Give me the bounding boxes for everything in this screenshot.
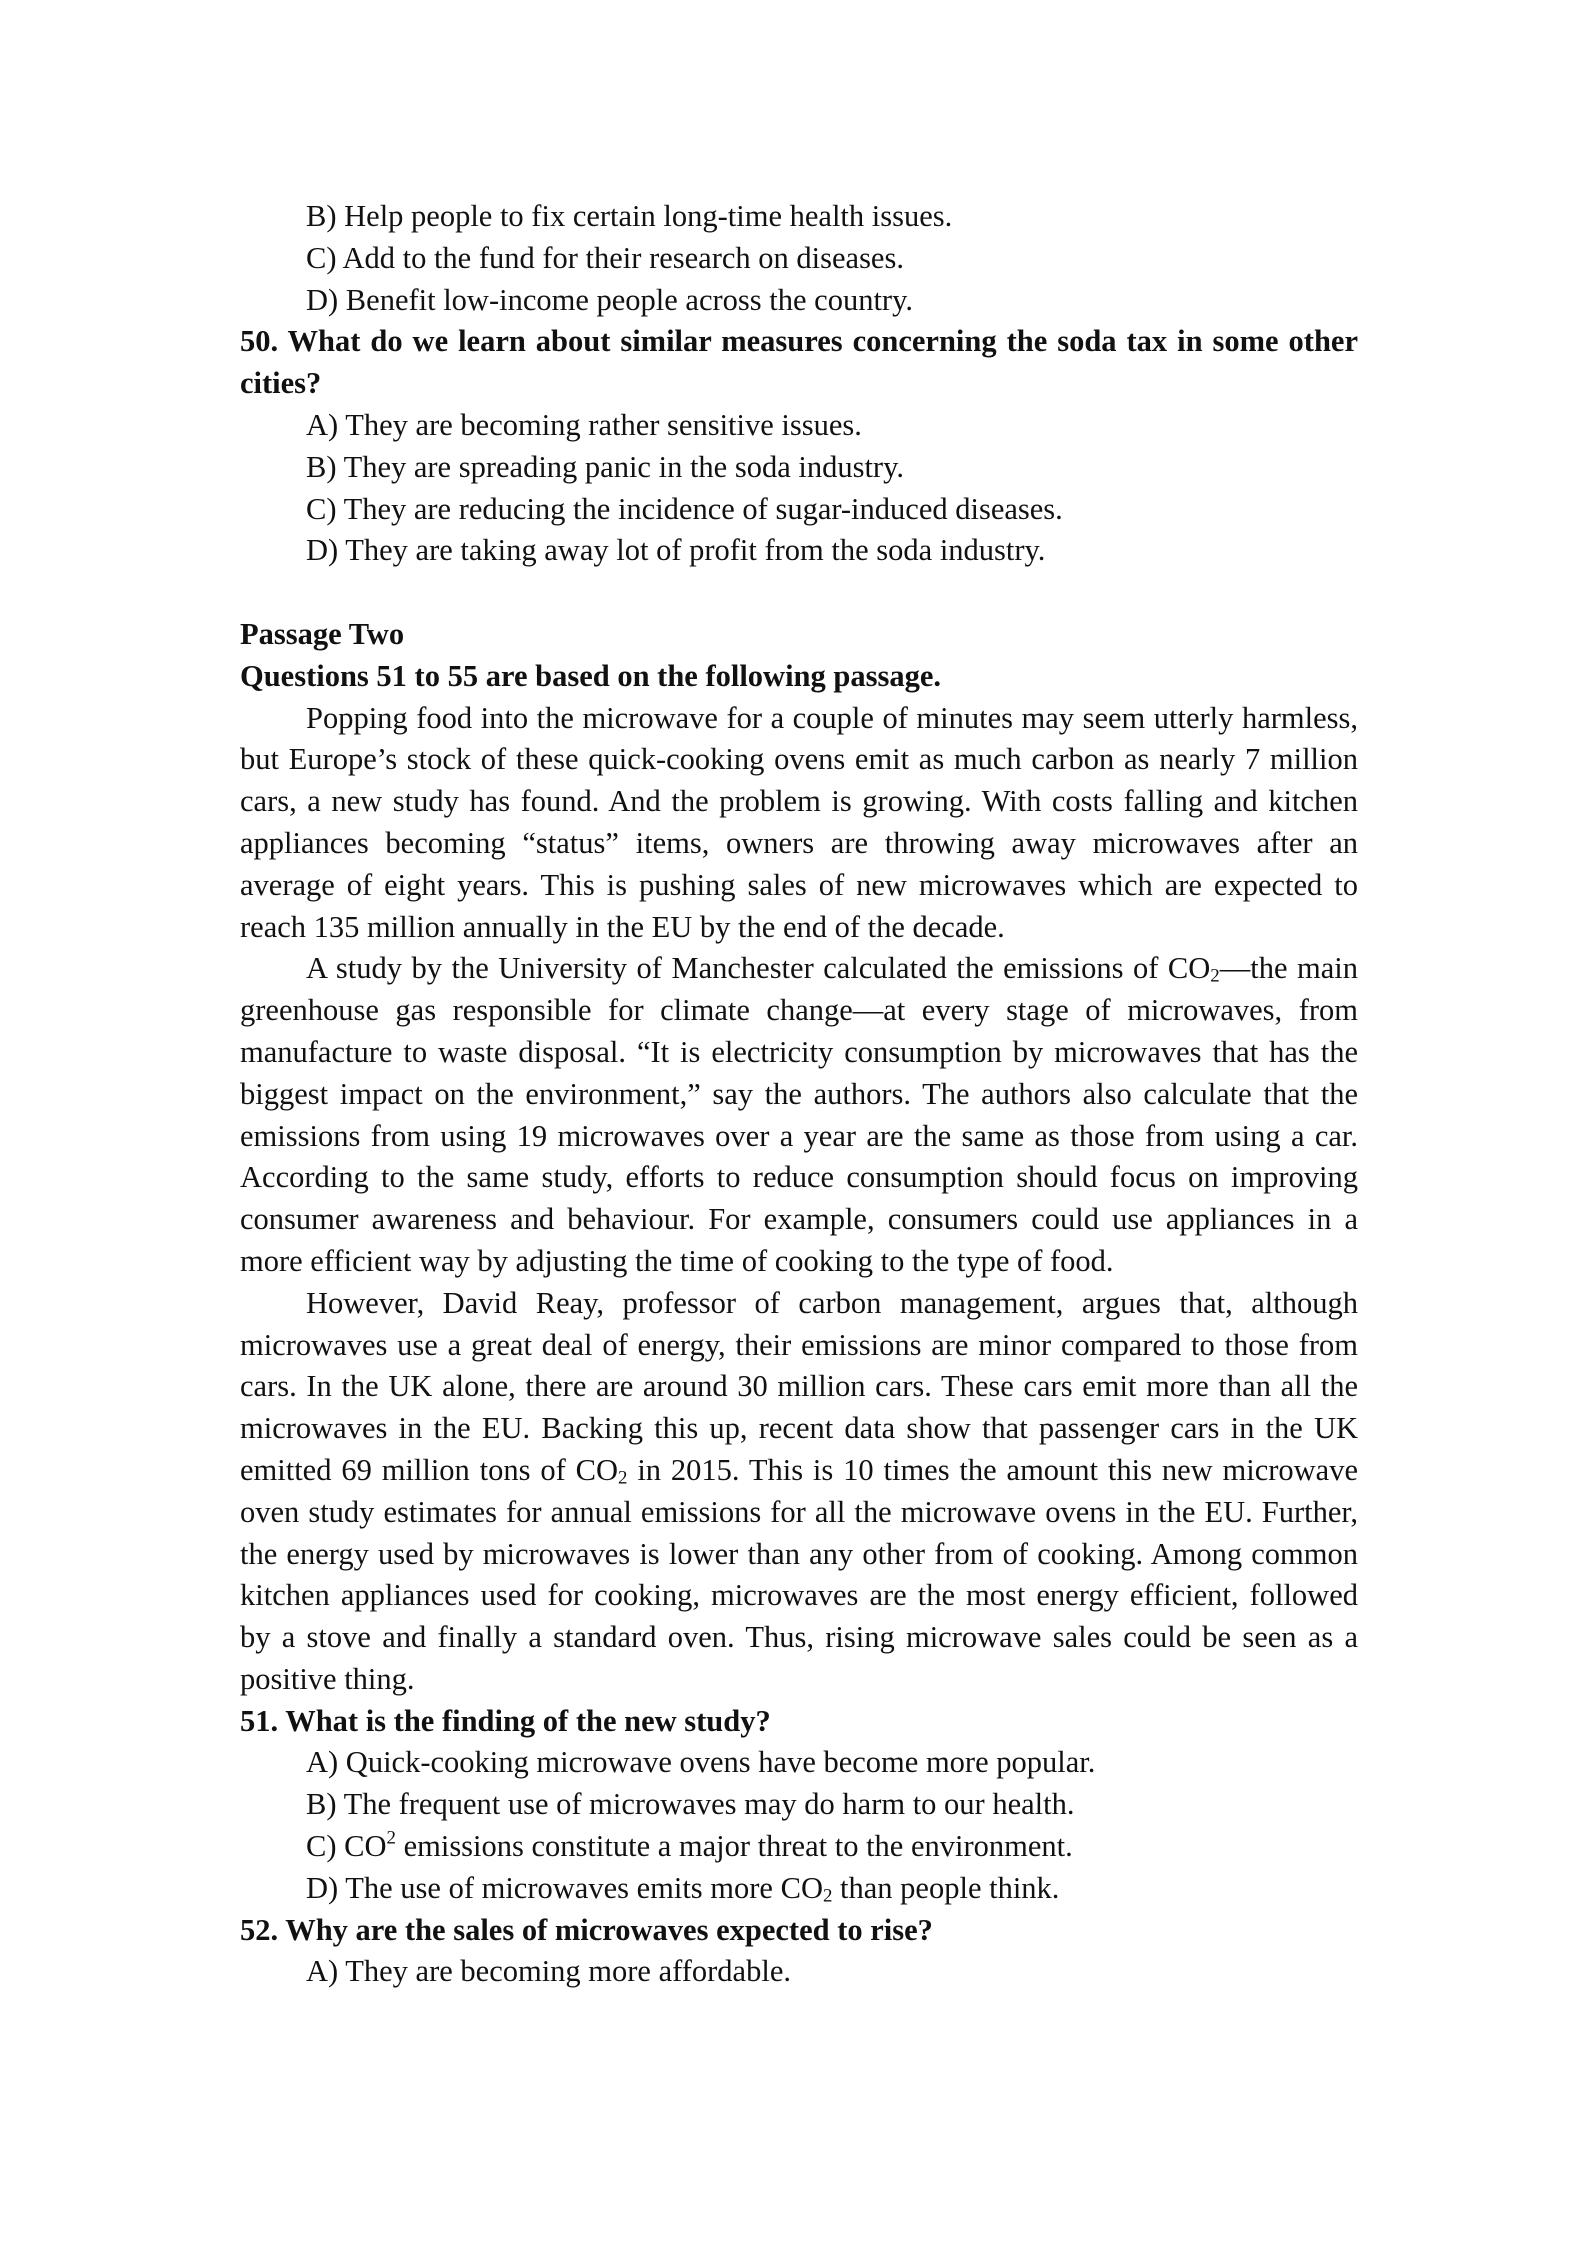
q49-option-d: D) Benefit low-income people across the country. — [306, 282, 913, 317]
q50-option-c: C) They are reducing the incidence of sugar-induced diseases. — [306, 491, 1063, 526]
paragraph-3-text-b: in 2015. This is 10 times the amount this new microwave oven study estimates for annual emissions for all the microwave ovens in the EU. Further, the energy used by microwaves is lower than any other from of cooking. Among common kitchen appliances used for cooking, microwaves are the most energy efficient, followed by a stove and finally a standard oven. Thus, rising microwave sales could be seen as a positive thing. — [240, 1452, 1358, 1696]
question-51: 51. What is the finding of the new study? — [240, 1703, 771, 1738]
q52-option-a: A) They are becoming more affordable. — [306, 1954, 791, 1989]
q50-option-a: A) They are becoming rather sensitive issues. — [306, 407, 862, 442]
q51-c-text-b: emissions constitute a major threat to the environment. — [395, 1829, 1073, 1864]
co2-superscript: 2 — [386, 1827, 396, 1849]
question-50: 50. What do we learn about similar measures concerning the soda tax in some other cities? — [240, 324, 1358, 401]
q50-option-b: B) They are spreading panic in the soda industry. — [306, 449, 904, 484]
q50-option-d: D) They are taking away lot of profit from the soda industry. — [306, 533, 1046, 568]
paragraph-3-text-a: However, David Reay, professor of carbon management, argues that, although microwaves use a great deal of energy, their emissions are minor compared to those from cars. In the UK alone, there are around 30 million cars. These cars emit more than all the microwaves in the EU. Backing this up, recent data show that passenger cars in the UK emitted 69 million tons of CO — [240, 1285, 1358, 1487]
q51-d-text-a: D) The use of microwaves emits more CO — [306, 1870, 823, 1905]
q49-option-c: C) Add to the fund for their research on diseases. — [306, 240, 904, 275]
document-page — [240, 196, 1358, 1993]
passage-paragraph-1: Popping food into the microwave for a couple of minutes may seem utterly harmless, but Europe’s stock of these quick-cooking ovens emit as much carbon as nearly 7 million cars, a new study has found. And the problem is growing. With costs falling and kitchen appliances becoming “status” items, owners are throwing away microwaves after an average of eight years. This is pushing sales of new microwaves which are expected to reach 135 million annually in the EU by the end of the decade. — [240, 700, 1358, 944]
q51-option-b: B) The frequent use of microwaves may do harm to our health. — [306, 1787, 1075, 1822]
q51-option-c — [240, 1826, 1358, 1868]
co2-subscript: 2 — [822, 1885, 833, 1907]
q49-option-b: B) Help people to fix certain long-time health issues. — [306, 199, 953, 233]
q51-option-a: A) Quick-cooking microwave ovens have become more popular. — [306, 1745, 1096, 1780]
paragraph-2-text-a: A study by the University of Manchester calculated the emissions of CO — [306, 951, 1211, 986]
passage-instruction: Questions 51 to 55 are based on the following passage. — [240, 658, 941, 693]
paragraph-2-text-b: —the main greenhouse gas responsible for climate change—at every stage of microwaves, from manufacture to waste disposal. “It is electricity consumption by microwaves that has the biggest impact on the environment,” say the authors. The authors also calculate that the emissions from using 19 microwaves over a year are the same as those from using a car. According to the same study, efforts to reduce consumption should focus on improving consumer awareness and behaviour. For example, consumers could use appliances in a more efficient way by adjusting the time of cooking to the type of food. — [240, 951, 1358, 1278]
section-gap — [240, 572, 1358, 614]
co2-subscript: 2 — [618, 1467, 628, 1489]
question-52: 52. Why are the sales of microwaves expected to rise? — [240, 1912, 933, 1947]
passage-paragraph-3 — [240, 1283, 1358, 1701]
passage-title: Passage Two — [240, 616, 405, 651]
passage-paragraph-2 — [240, 948, 1358, 1282]
co2-subscript: 2 — [1210, 965, 1220, 987]
q51-option-d — [240, 1868, 1358, 1910]
q51-d-text-b: than people think. — [832, 1870, 1060, 1905]
q51-c-text-a: C) CO — [306, 1829, 387, 1864]
